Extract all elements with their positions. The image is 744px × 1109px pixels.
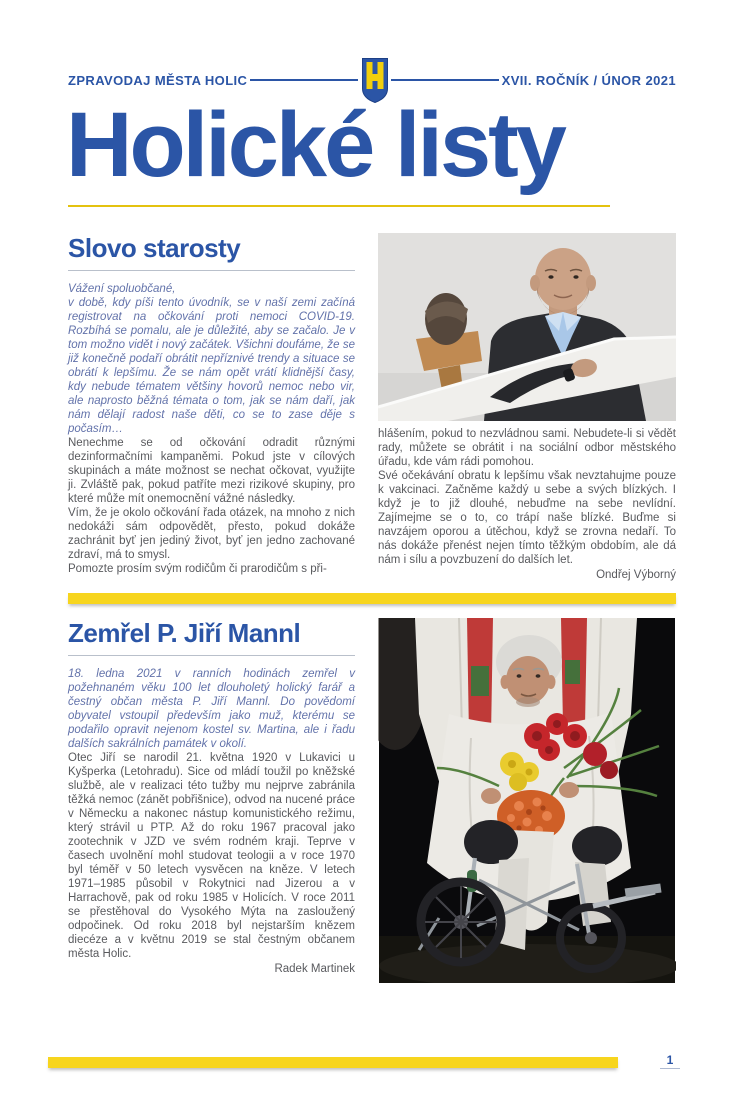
article1-right-column xyxy=(378,233,676,585)
body-paragraph: hlášením, pokud to nezvládnou sami. Nebudete-li si vědět rady, můžete se obrátit i na sociální odbor městského úřadu, kde vám rádi pomohou. xyxy=(378,428,676,468)
lead-paragraph: Vážení spoluobčané, xyxy=(68,283,176,295)
mayor-photo xyxy=(378,233,676,421)
issue-label: XVII. ROČNÍK / ÚNOR 2021 xyxy=(501,72,676,88)
masthead-right-rule xyxy=(391,79,499,81)
lead-paragraph: 18. ledna 2021 v ranních hodinách zemřel v požehnaném věku 100 let dlouholetý holický farář a čestný občan města P. Jiří Mannl. Do povědomí obyvatel vstoupil především jako muž, kterému se podařilo opravit nejenom kostel sv. Martina, ale i řadu dalších sakrálních památek v okolí. xyxy=(68,668,355,750)
body-paragraph: Vím, že je okolo očkování řada otázek, na mnoho z nich nedokáži sám odpovědět, přesto, pokud dokáže zachránit byť jen jediný život, byť jen jedno zachované zdraví, má to smysl. xyxy=(68,507,355,561)
article-slovo-starosty xyxy=(68,233,676,585)
article-zemrel-p-jiri-mannl xyxy=(68,618,676,989)
article1-heading-rule xyxy=(68,270,355,271)
article1-signature: Ondřej Výborný xyxy=(596,569,676,581)
newspaper-title: Holické listy xyxy=(66,94,564,196)
page-number: 1 xyxy=(660,1053,680,1069)
newsletter-page xyxy=(0,57,744,1109)
lead-paragraph: v době, kdy píši tento úvodník, se v naší zemi začíná registrovat na očkování proti nemoci COVID-19. Rozbíhá se pomalu, ale je důležité, aby se začalo. Je v tom možno vidět i nový začátek. Všichni doufáme, že se již konečně podaří obrátit nepříznivé trendy a situace se obrátí k lepšímu. Že se nám opět vrátí klidnější časy, kdy nebude tématem většiny hovorů nemoc nebo vir, ale naprosto běžná témata o tom, jak se nám daří, jak nám dělají radost naše děti, co se to zase děje s počasím… xyxy=(68,297,355,435)
article1-left-column xyxy=(68,233,355,585)
masthead-left-rule xyxy=(250,79,358,81)
body-paragraph: Otec Jiří se narodil 21. května 1920 v Lukavici u Kyšperka (Letohradu). Sice od mládí toužil po kněžské službě, ale v realizaci této tužby mu nejprve zabránila těžká nemoc (zánět pobřišnice), odvod na nucené práce v Německu a nakonec nástup komunistického režimu, který strávil u PTP. Až do roku 1967 pracoval jako zootechnik v JZD ve svém rodném kraji. Teprve v časech uvolnění mohl studovat teologii a v roce 1970 byl téměř v 50 letech vysvěcen na kněze. V letech 1971–1985 působil v Rokytnici nad Jizerou a v Harrachově, pak od roku 1985 v Holicích. V roce 2011 se přestěhoval do Vysokého Mýta na zasloužený odpočinek. Od roku 2018 byl nejstarším knězem diecéze a v květnu 2019 se stal čestným občanem města Holic. xyxy=(68,752,355,960)
priest-photo xyxy=(378,618,676,983)
footer-yellow-bar xyxy=(48,1057,618,1068)
body-paragraph: Pomozte prosím svým rodičům či prarodičům s při- xyxy=(68,563,327,575)
body-paragraph: Nenechme se od očkování odradit různými dezinformačními kampaněmi. Pokud jste v cílových skupinách a máte možnost se nechat očkovat, využijte ji. Zvláště pak, pokud patříte mezi rizikové skupiny, pro které může mít onemocnění vážné následky. xyxy=(68,437,355,505)
article2-left-column xyxy=(68,618,355,989)
article2-heading-rule xyxy=(68,655,355,656)
publisher-label: ZPRAVODAJ MĚSTA HOLIC xyxy=(68,72,248,88)
body-paragraph: Své očekávání obratu k lepšímu však nevztahujme pouze k vakcinaci. Začněme každý u sebe a svých blízkých. I když je to již dlouhé, nebuďme na sebe nevlídní. Zajímejme se o to, co trápí naše blízké. Buďme si navzájem oporou a útěchou, když se zrovna nedaří. To nás dokáže přenést nejen tímto těžkým obdobím, ale dá nám i sílu a povzbuzení do dalších let. xyxy=(378,470,676,566)
yellow-divider-bar xyxy=(68,593,676,604)
article1-heading: Slovo starosty xyxy=(68,233,241,263)
article2-heading: Zemřel P. Jiří Mannl xyxy=(68,618,301,648)
title-underline-rule xyxy=(68,205,610,207)
article2-signature: Radek Martinek xyxy=(274,963,355,975)
article2-right-column xyxy=(378,618,676,989)
